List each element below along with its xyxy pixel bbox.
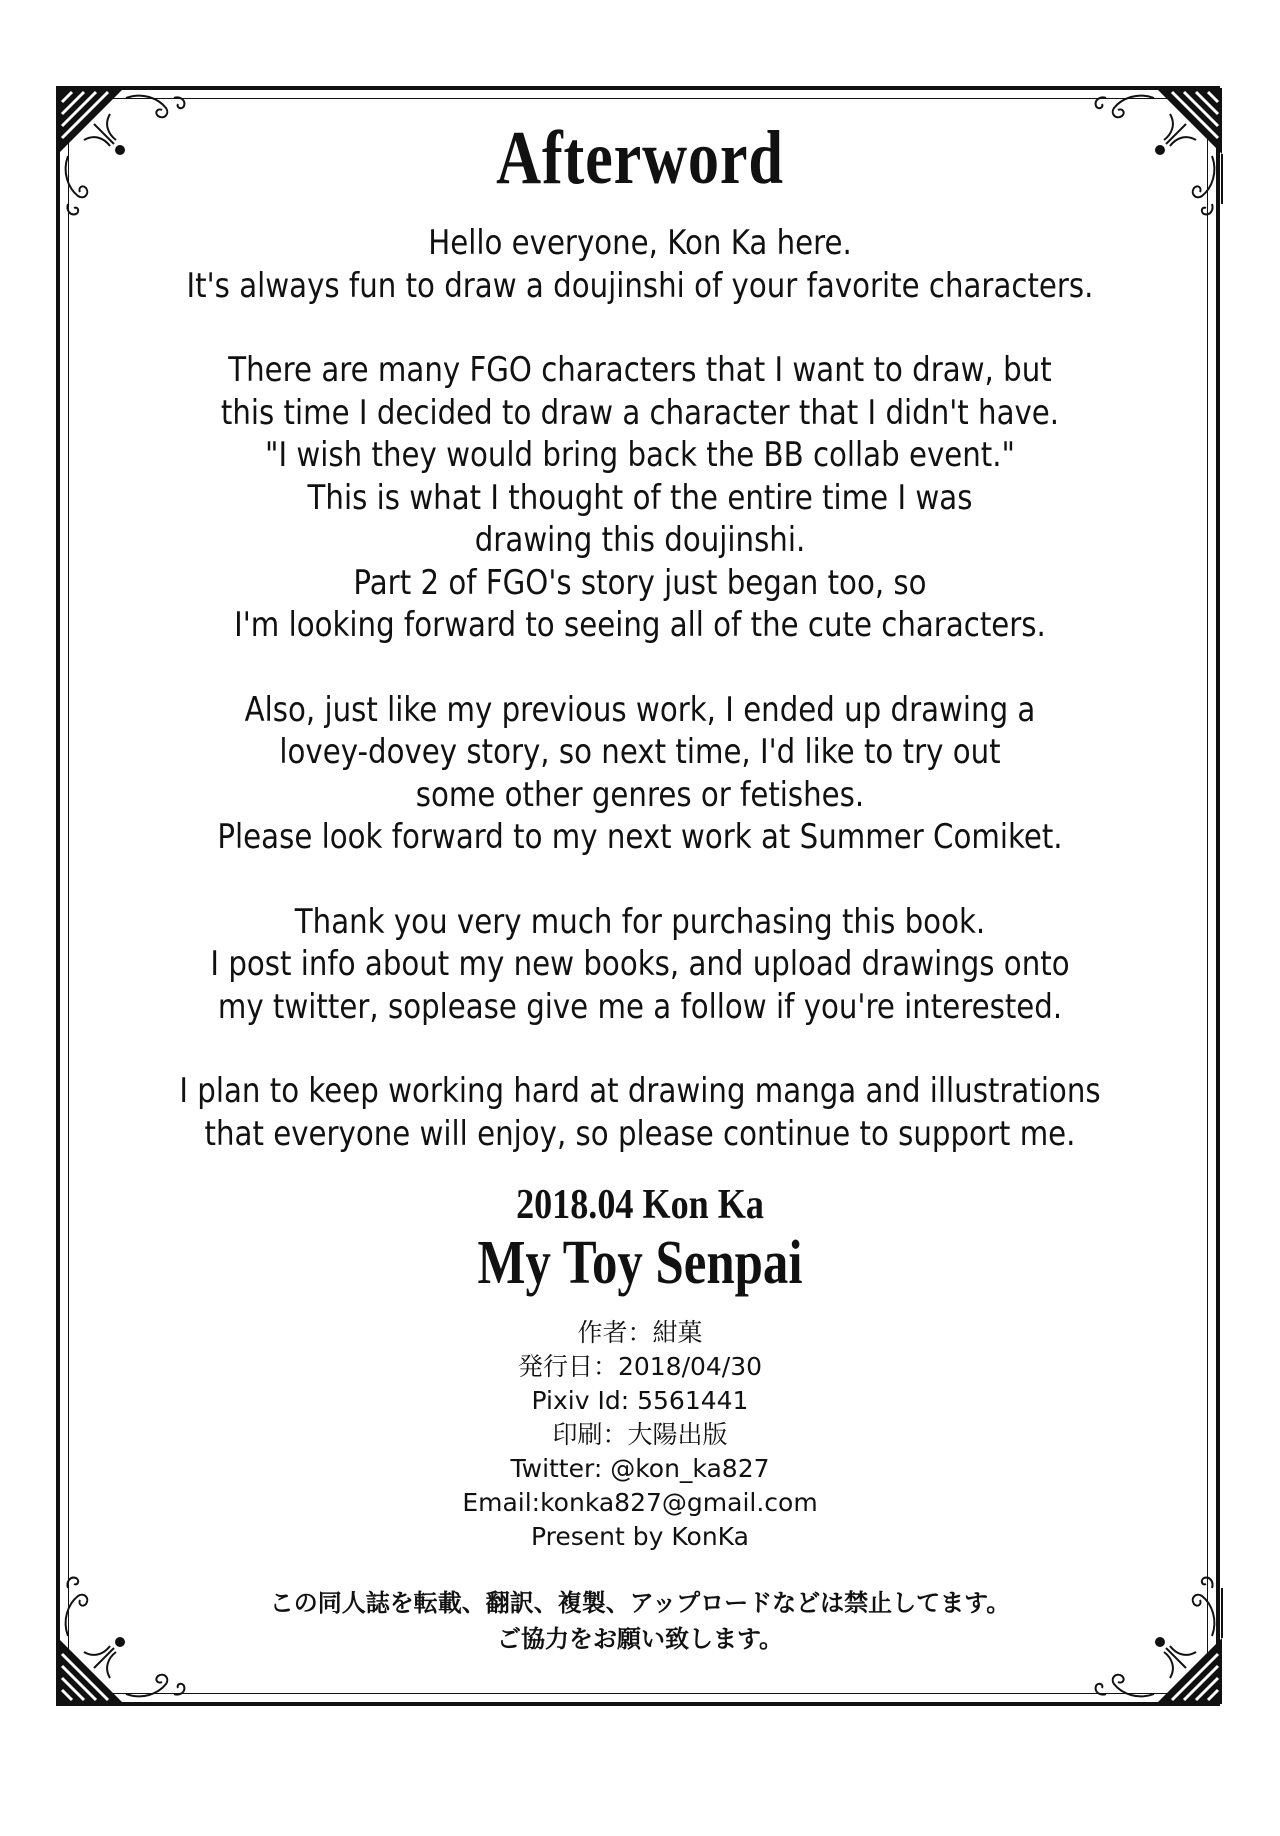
credit-pixiv-id: Pixiv Id: 5561441 <box>531 1386 749 1415</box>
corner-ornament-top-right <box>1076 84 1226 234</box>
credit-present-by: Present by KonKa <box>531 1522 749 1551</box>
text-line: This is what I thought of the entire time I was <box>307 477 973 518</box>
text-line: I'm looking forward to seeing all of the cute characters. <box>234 605 1046 645</box>
credit-publish-date: 発行日：2018/04/30 <box>517 1352 763 1381</box>
copyright-notice <box>100 1585 1180 1657</box>
text-line: It's always fun to draw a doujinshi of your favorite characters. <box>186 265 1094 306</box>
credits <box>100 1316 1180 1554</box>
credit-email: Email:konka827@gmail.com <box>462 1488 818 1517</box>
corner-ornament-top-left <box>54 84 204 234</box>
notice-line: ご協力をお願い致します。 <box>496 1625 784 1653</box>
signoff: 2018.04 Kon Ka <box>516 1182 764 1228</box>
afterword-body <box>176 222 1105 1197</box>
text-line: Also, just like my previous work, I ended up drawing a <box>244 689 1036 730</box>
text-line: my twitter, soplease give me a follow if you're interested. <box>217 986 1063 1027</box>
page-title: Afterword <box>496 116 784 200</box>
paragraph <box>176 901 1105 1029</box>
text-line: Thank you very much for purchasing this book. <box>294 901 986 942</box>
book-title: My Toy Senpai <box>477 1229 803 1297</box>
credit-printer: 印刷：大陽出版 <box>552 1420 728 1449</box>
text-line: There are many FGO characters that I want to draw, but <box>228 350 1052 390</box>
text-line: Part 2 of FGO's story just began too, so <box>353 562 927 603</box>
text-line: that everyone will enjoy, so please continue to support me. <box>204 1113 1076 1154</box>
text-line: some other genres or fetishes. <box>415 774 865 815</box>
text-line: I plan to keep working hard at drawing manga and illustrations <box>179 1071 1101 1111</box>
text-line: drawing this doujinshi. <box>474 520 806 560</box>
paragraph <box>176 222 1105 307</box>
paragraph <box>176 349 1105 647</box>
notice-line: この同人誌を転載、翻訳、複製、アップロードなどは禁止してます。 <box>269 1589 1011 1617</box>
text-line: Please look forward to my next work at Summer Comiket. <box>217 817 1063 857</box>
credit-twitter: Twitter: @kon_ka827 <box>510 1454 770 1483</box>
paragraph <box>176 689 1105 859</box>
text-line: this time I decided to draw a character that I didn't have. <box>220 392 1060 433</box>
text-line: I post info about my new books, and upload drawings onto <box>210 944 1070 984</box>
credit-author: 作者：紺菓 <box>577 1318 703 1347</box>
paragraph <box>176 1070 1105 1155</box>
text-line: Hello everyone, Kon Ka here. <box>428 223 852 263</box>
text-line: lovey-dovey story, so next time, I'd like to try out <box>279 732 1001 772</box>
text-line: "I wish they would bring back the BB collab event." <box>265 435 1015 475</box>
